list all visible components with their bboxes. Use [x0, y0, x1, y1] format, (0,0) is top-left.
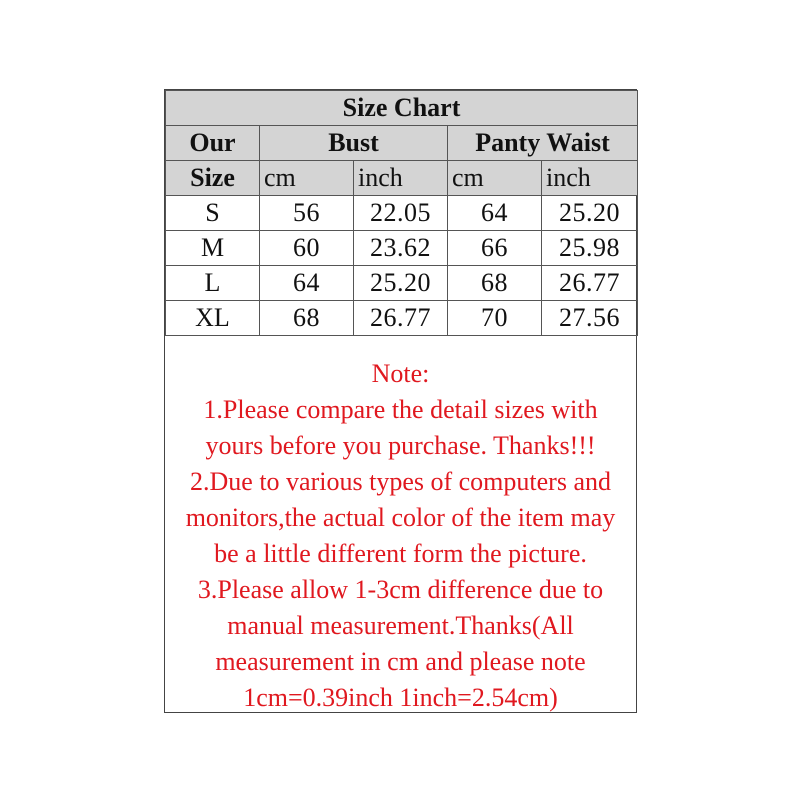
header-our-size-top: Our	[166, 126, 260, 161]
header-panty-waist: Panty Waist	[448, 126, 638, 161]
size-table	[165, 90, 638, 336]
size-chart	[164, 89, 637, 713]
size-label: S	[166, 196, 260, 231]
size-label: L	[166, 266, 260, 301]
note-line: be a little different form the picture.	[214, 539, 587, 568]
title-row	[166, 91, 638, 126]
header-waist-cm: cm	[448, 161, 542, 196]
waist-inch-value: 26.77	[542, 266, 638, 301]
table-row	[166, 231, 638, 266]
bust-cm-value: 60	[260, 231, 354, 266]
note-line: 1cm=0.39inch 1inch=2.54cm)	[243, 683, 558, 712]
size-label: M	[166, 231, 260, 266]
bust-cm-value: 56	[260, 196, 354, 231]
note-heading: Note:	[371, 359, 430, 388]
note-line: 1.Please compare the detail sizes with	[203, 395, 598, 424]
table-title: Size Chart	[166, 91, 638, 126]
header-waist-inch: inch	[542, 161, 638, 196]
waist-inch-value: 25.20	[542, 196, 638, 231]
header-bust-inch: inch	[354, 161, 448, 196]
note-line: manual measurement.Thanks(All	[227, 611, 574, 640]
note-line: monitors,the actual color of the item may	[185, 503, 616, 532]
bust-cm-value: 68	[260, 301, 354, 336]
table-row	[166, 301, 638, 336]
bust-inch-value: 22.05	[354, 196, 448, 231]
note-section	[165, 346, 636, 716]
header-our-size-bottom: Size	[166, 161, 260, 196]
header-row-2	[166, 161, 638, 196]
bust-inch-value: 25.20	[354, 266, 448, 301]
note-line: 2.Due to various types of computers and	[190, 467, 611, 496]
waist-cm-value: 68	[448, 266, 542, 301]
size-label: XL	[166, 301, 260, 336]
table-row	[166, 266, 638, 301]
note-line: 3.Please allow 1-3cm difference due to	[197, 575, 604, 604]
bust-inch-value: 23.62	[354, 231, 448, 266]
note-line: measurement in cm and please note	[215, 647, 586, 676]
waist-cm-value: 66	[448, 231, 542, 266]
bust-cm-value: 64	[260, 266, 354, 301]
table-row	[166, 196, 638, 231]
waist-cm-value: 70	[448, 301, 542, 336]
header-bust: Bust	[260, 126, 448, 161]
waist-inch-value: 27.56	[542, 301, 638, 336]
header-bust-cm: cm	[260, 161, 354, 196]
waist-inch-value: 25.98	[542, 231, 638, 266]
header-row-1	[166, 126, 638, 161]
note-line: yours before you purchase. Thanks!!!	[205, 431, 596, 460]
bust-inch-value: 26.77	[354, 301, 448, 336]
waist-cm-value: 64	[448, 196, 542, 231]
